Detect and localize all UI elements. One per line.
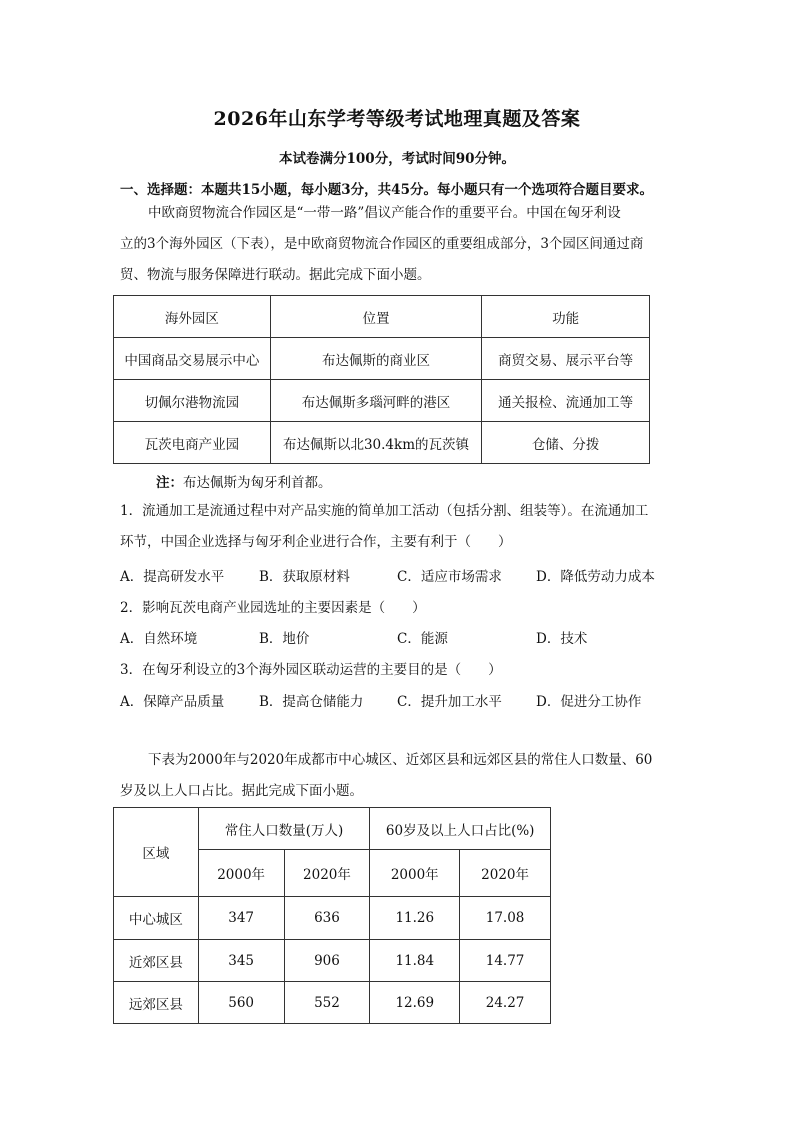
column-header: 功能 — [482, 296, 650, 338]
passage-line: 立的3个海外园区（下表），是中欧商贸物流合作园区的重要组成部分，3个园区间通过商 — [120, 236, 644, 252]
page-title: 2026年山东学考等级考试地理真题及答案 — [213, 108, 581, 130]
table-cell: 布达佩斯以北30.4km的瓦茨镇 — [270, 422, 482, 464]
section-heading: 一、选择题：本题共15小题，每小题3分，共45分。每小题只有一个选项符合题目要求。 — [120, 182, 653, 198]
table-row — [114, 338, 650, 380]
column-header: 位置 — [270, 296, 482, 338]
table-cell: 通关报检、流通加工等 — [482, 380, 650, 422]
table-cell: 瓦茨电商产业园 — [114, 422, 271, 464]
option-c[interactable]: C．能源 — [397, 631, 448, 647]
year-header: 2000年 — [370, 850, 460, 897]
option-c[interactable]: C．提升加工水平 — [397, 694, 502, 710]
question-1 — [120, 496, 676, 558]
table-cell: 14.77 — [460, 940, 551, 982]
table-cell: 11.84 — [370, 940, 460, 982]
passage-line: 贸、物流与服务保障进行联动。据此完成下面小题。 — [120, 267, 431, 283]
option-c[interactable]: C．适应市场需求 — [397, 569, 502, 585]
column-header: 海外园区 — [114, 296, 271, 338]
year-header: 2000年 — [198, 850, 284, 897]
passage-line: 下表为2000年与2020年成都市中心城区、近郊区县和远郊区县的常住人口数量、60 — [148, 752, 653, 768]
table-cell: 布达佩斯的商业区 — [270, 338, 482, 380]
table-cell: 636 — [284, 897, 370, 940]
note-label: 注： — [156, 475, 183, 491]
passage-line: 岁及以上人口占比。据此完成下面小题。 — [120, 783, 363, 799]
passage-intro-1 — [120, 198, 676, 291]
option-b[interactable]: B．提高仓储能力 — [259, 694, 364, 710]
table-row — [114, 422, 650, 464]
option-d[interactable]: D．技术 — [536, 631, 588, 647]
question-3-options — [120, 690, 720, 710]
region-cell: 远郊区县 — [114, 982, 199, 1024]
passage-intro-2 — [120, 745, 676, 807]
question-1-options — [120, 565, 720, 585]
question-3: 3．在匈牙利设立的3个海外园区联动运营的主要目的是（ ） — [120, 662, 502, 678]
region-header: 区域 — [114, 808, 199, 897]
group-header: 60岁及以上人口占比(%) — [370, 808, 551, 850]
table-note — [156, 471, 332, 491]
question-2-options — [120, 627, 720, 647]
option-a[interactable]: A．保障产品质量 — [120, 694, 225, 710]
region-cell: 近郊区县 — [114, 940, 199, 982]
question-2: 2．影响瓦茨电商产业园选址的主要因素是（ ） — [120, 600, 426, 616]
table-cell: 仓储、分拨 — [482, 422, 650, 464]
option-d[interactable]: D．促进分工协作 — [536, 694, 642, 710]
option-d[interactable]: D．降低劳动力成本 — [536, 569, 655, 585]
region-cell: 中心城区 — [114, 897, 199, 940]
year-header: 2020年 — [460, 850, 551, 897]
table-row — [114, 897, 551, 940]
table-cell: 11.26 — [370, 897, 460, 940]
table-cell: 906 — [284, 940, 370, 982]
table-cell: 商贸交易、展示平台等 — [482, 338, 650, 380]
table-row — [114, 982, 551, 1024]
table-row — [114, 940, 551, 982]
option-b[interactable]: B．获取原材料 — [259, 569, 350, 585]
table-header-row — [114, 808, 551, 850]
group-header: 常住人口数量(万人) — [198, 808, 370, 850]
year-header: 2020年 — [284, 850, 370, 897]
question-line: 环节，中国企业选择与匈牙利企业进行合作，主要有利于（ ） — [120, 534, 512, 550]
option-b[interactable]: B．地价 — [259, 631, 310, 647]
population-table — [113, 807, 551, 1024]
table-cell: 17.08 — [460, 897, 551, 940]
table-cell: 布达佩斯多瑙河畔的港区 — [270, 380, 482, 422]
exam-info: 本试卷满分100分，考试时间90分钟。 — [279, 151, 515, 167]
passage-line: 中欧商贸物流合作园区是“一带一路”倡议产能合作的重要平台。中国在匈牙利设 — [148, 205, 621, 221]
table-cell: 560 — [198, 982, 284, 1024]
table-cell: 切佩尔港物流园 — [114, 380, 271, 422]
table-cell: 12.69 — [370, 982, 460, 1024]
question-line: 1．流通加工是流通过程中对产品实施的简单加工活动（包括分割、组装等）。在流通加工 — [120, 503, 649, 519]
option-a[interactable]: A．提高研发水平 — [120, 569, 225, 585]
table-header-row — [114, 296, 650, 338]
table-cell: 24.27 — [460, 982, 551, 1024]
table-cell: 347 — [198, 897, 284, 940]
table-cell: 中国商品交易展示中心 — [114, 338, 271, 380]
note-text: 布达佩斯为匈牙利首都。 — [183, 475, 332, 491]
option-a[interactable]: A．自然环境 — [120, 631, 198, 647]
table-cell: 552 — [284, 982, 370, 1024]
table-row — [114, 380, 650, 422]
overseas-parks-table — [113, 295, 650, 464]
table-cell: 345 — [198, 940, 284, 982]
